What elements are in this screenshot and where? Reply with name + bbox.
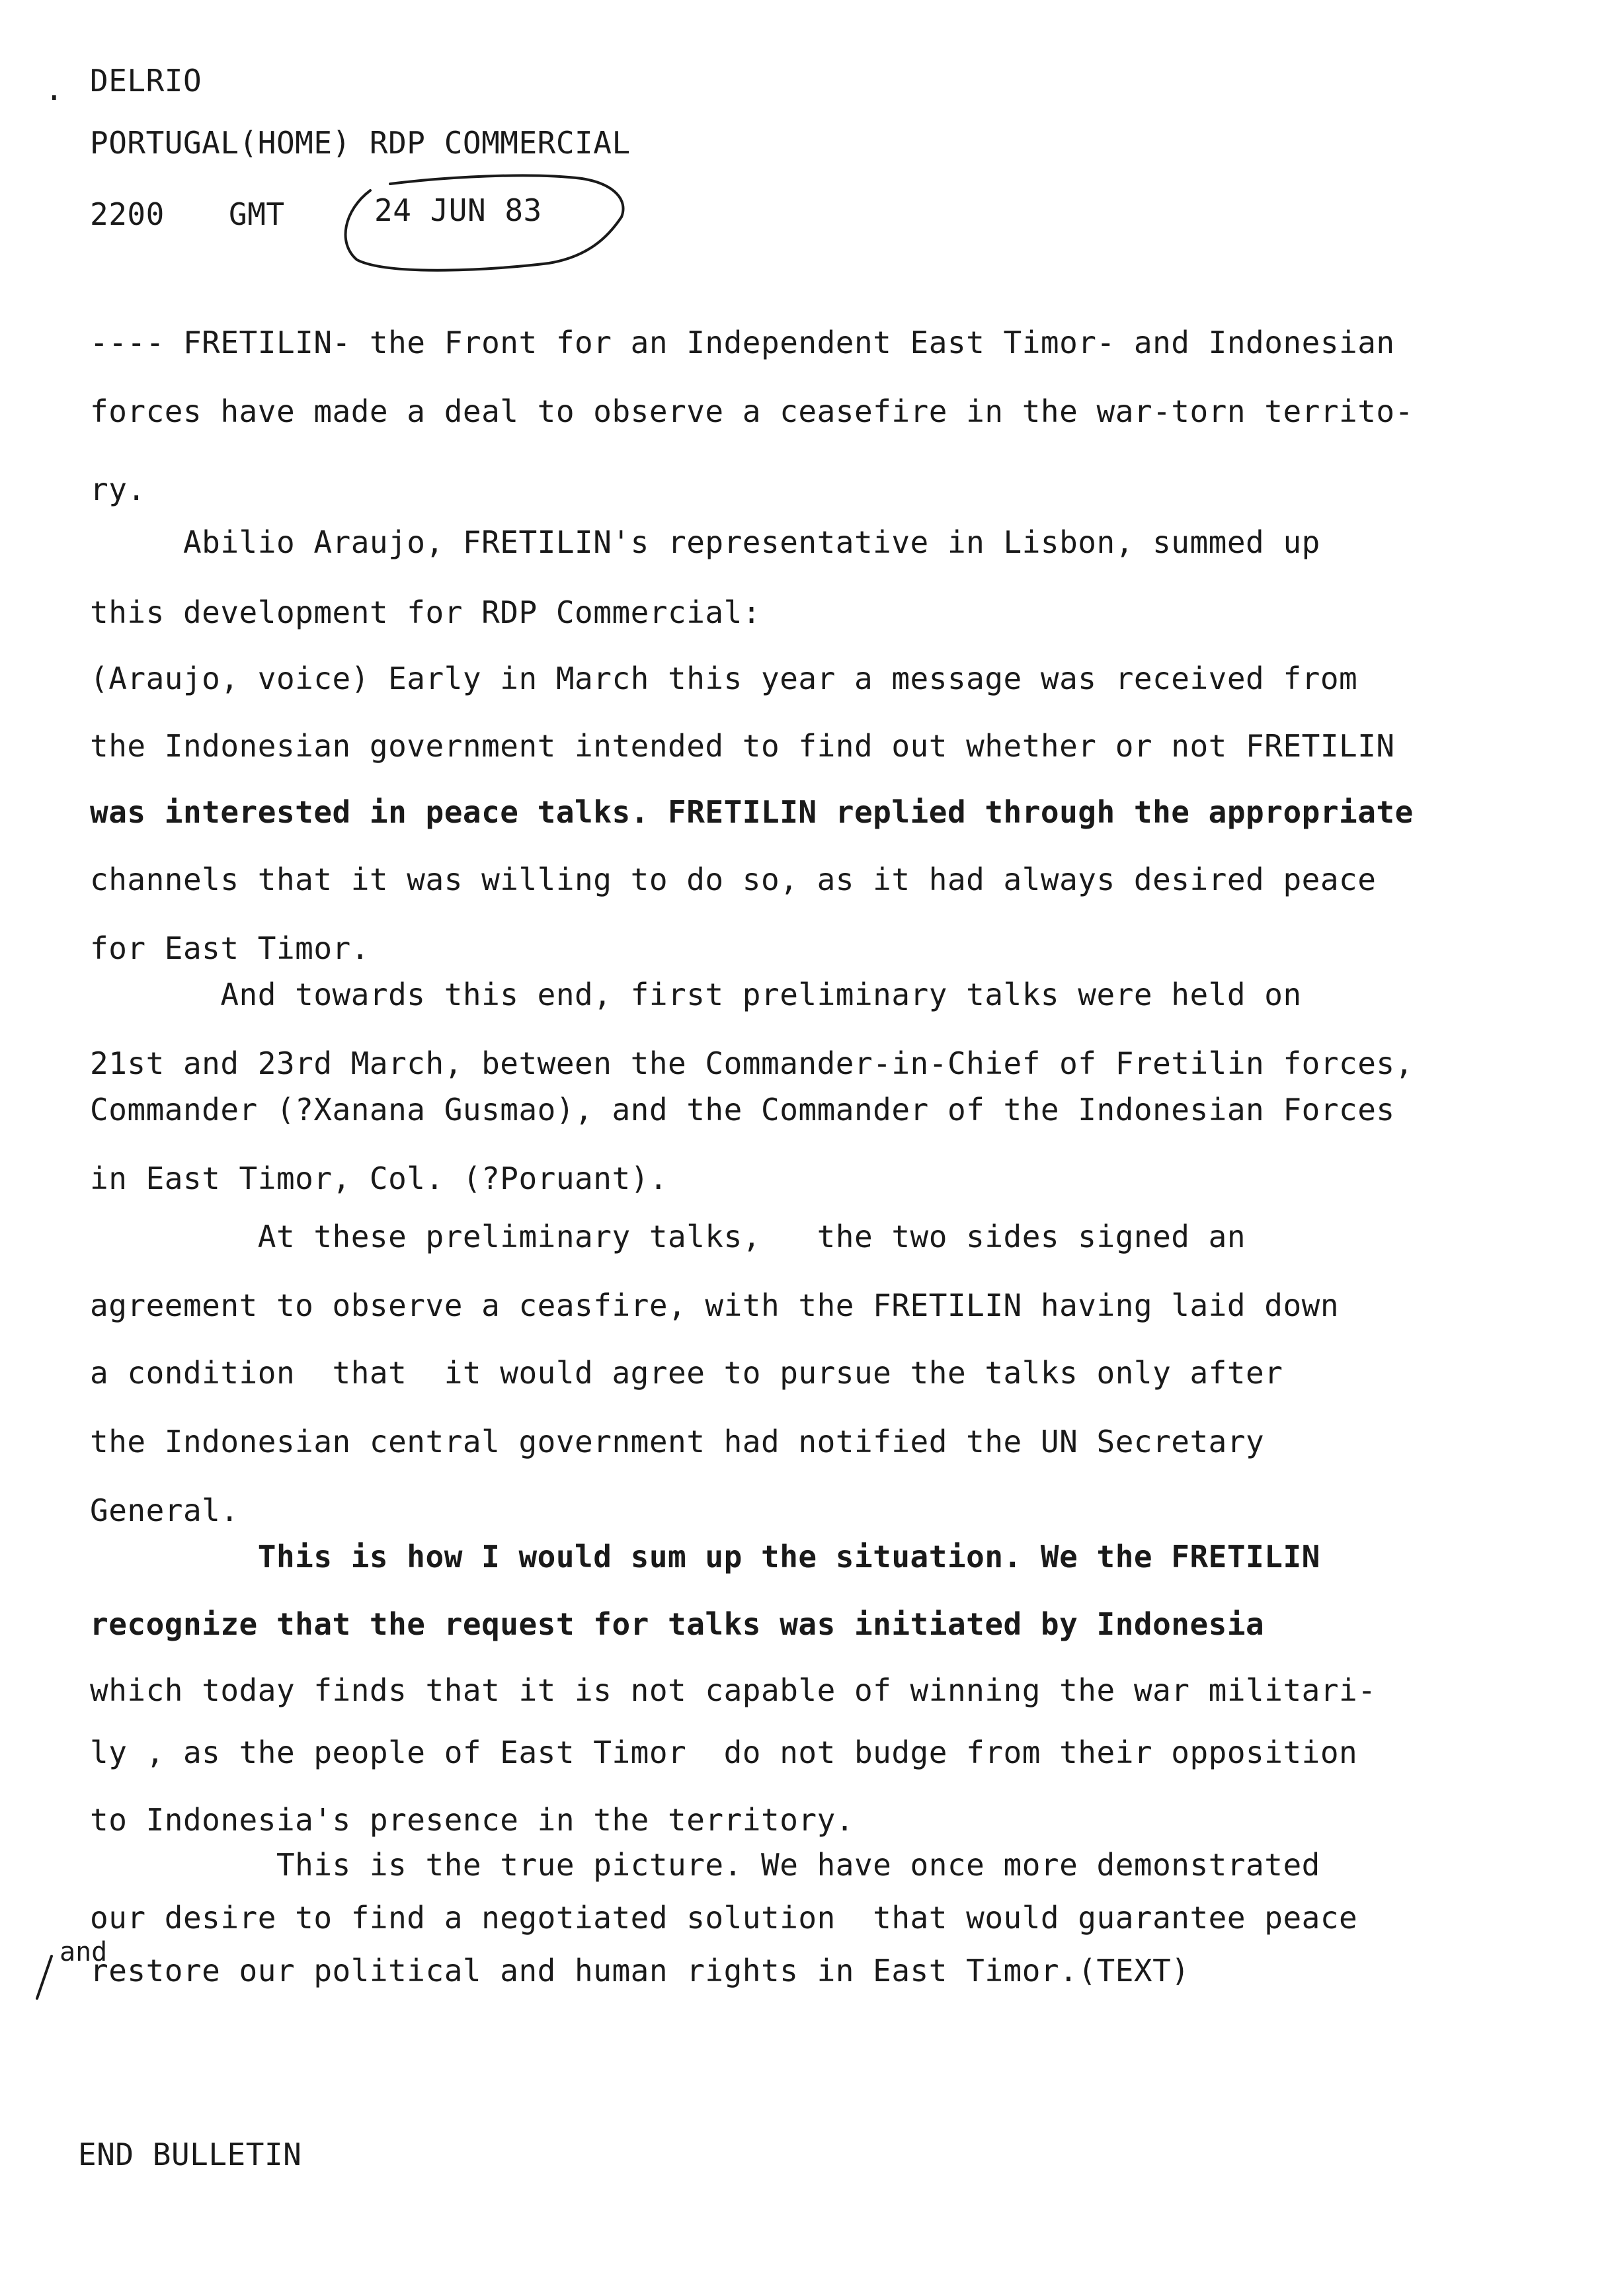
- header-date: 24 JUN 83: [374, 192, 542, 228]
- body-line: ry.: [90, 472, 146, 507]
- body-line: a condition that it would agree to pursue the talks only after: [90, 1355, 1283, 1391]
- header-station: PORTUGAL(HOME) RDP COMMERCIAL: [90, 125, 631, 161]
- body-line: in East Timor, Col. (?Poruant).: [90, 1161, 668, 1196]
- body-line: was interested in peace talks. FRETILIN replied through the appropriate: [90, 794, 1414, 830]
- body-line: (Araujo, voice) Early in March this year a message was received from: [90, 661, 1358, 696]
- handwritten-slash-icon: [32, 1951, 58, 2004]
- body-line: this development for RDP Commercial:: [90, 594, 761, 630]
- body-line: which today finds that it is not capable of winning the war militari-: [90, 1672, 1377, 1708]
- header-time: 2200: [90, 196, 165, 232]
- header-zone: GMT: [229, 196, 285, 232]
- body-line: for East Timor.: [90, 930, 370, 966]
- body-line: recognize that the request for talks was initiated by Indonesia: [90, 1606, 1265, 1642]
- body-line: This is the true picture. We have once more demonstrated: [90, 1847, 1320, 1883]
- body-line: And towards this end, first preliminary talks were held on: [90, 977, 1302, 1012]
- body-line: General.: [90, 1493, 239, 1528]
- body-line: to Indonesia's presence in the territory.: [90, 1802, 854, 1838]
- body-line: restore our political and human rights in East Timor.(TEXT): [90, 1953, 1190, 1988]
- body-line: At these preliminary talks, the two sides signed an: [90, 1219, 1246, 1254]
- handwritten-margin-note: and: [60, 1937, 108, 1967]
- body-line: Commander (?Xanana Gusmao), and the Commander of the Indonesian Forces: [90, 1092, 1395, 1128]
- body-line: Abilio Araujo, FRETILIN's representative in Lisbon, summed up: [90, 524, 1320, 560]
- body-line: the Indonesian central government had notified the UN Secretary: [90, 1424, 1265, 1459]
- body-line: This is how I would sum up the situation. We the FRETILIN: [90, 1539, 1320, 1575]
- bullet-dot: .: [45, 71, 63, 107]
- body-line: channels that it was willing to do so, as it had always desired peace: [90, 862, 1377, 897]
- header-source: DELRIO: [90, 63, 202, 99]
- body-line: agreement to observe a ceasfire, with the FRETILIN having laid down: [90, 1288, 1340, 1323]
- handwritten-circle-icon: [331, 164, 635, 275]
- body-line: 21st and 23rd March, between the Commander-in-Chief of Fretilin forces,: [90, 1046, 1414, 1081]
- body-line: our desire to find a negotiated solution that would guarantee peace: [90, 1900, 1358, 1936]
- body-line: the Indonesian government intended to find out whether or not FRETILIN: [90, 728, 1395, 764]
- end-bulletin: END BULLETIN: [78, 2137, 302, 2172]
- body-line: ly , as the people of East Timor do not budge from their opposition: [90, 1735, 1358, 1770]
- body-line: forces have made a deal to observe a ceasefire in the war-torn territo-: [90, 393, 1414, 429]
- body-line: ---- FRETILIN- the Front for an Independent East Timor- and Indonesian: [90, 325, 1395, 360]
